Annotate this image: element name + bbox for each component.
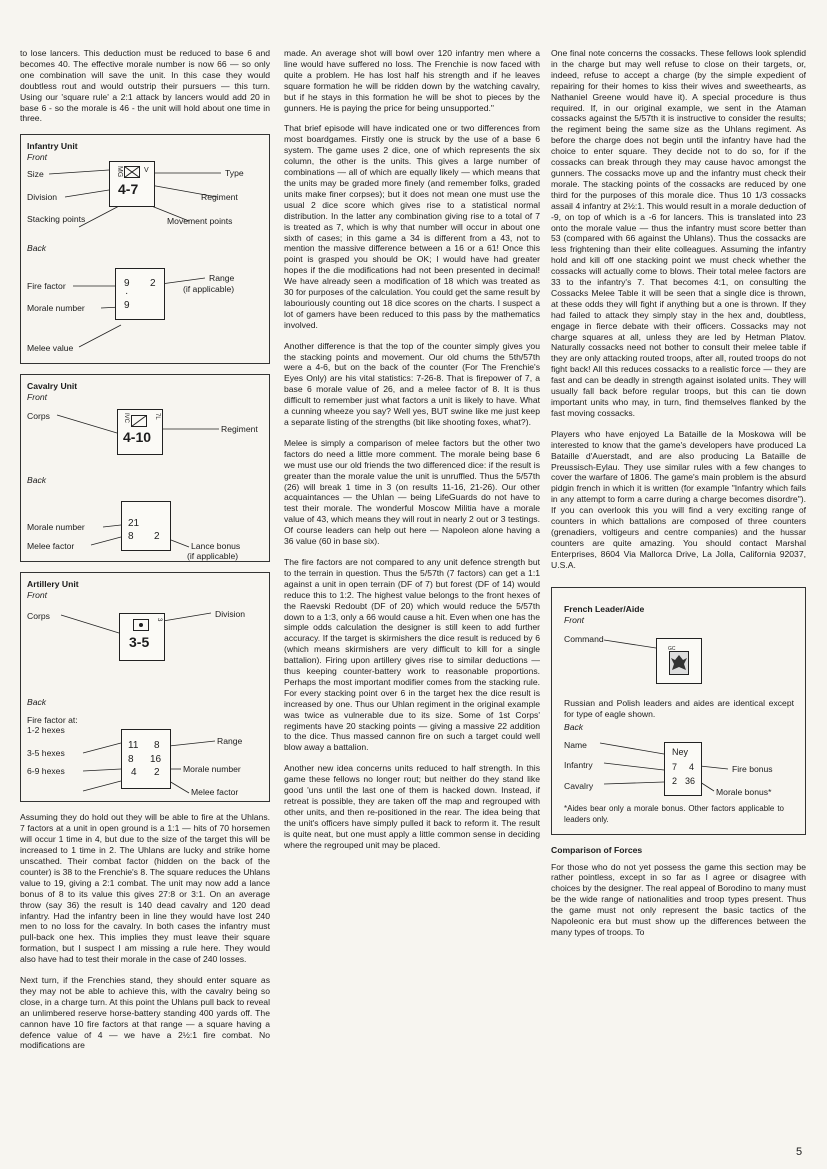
corps-label: Corps <box>27 411 50 422</box>
paragraph: Another new idea concerns units reduced to half strength. In this game these fellows no longer rout; but neither do they stand like good 'uns until the last one of them is hacked down. Instead, if retreat is possible, they are taken off the map and regrouped with other units, and then re-positioned in the rear. The idea being that the unit's officers have simply pulled it back to reform it. The result is quite neat, but one must apply a little common sense in deciding where the regrouped unit may be placed. <box>284 763 540 850</box>
regiment-label: Regiment <box>221 424 258 435</box>
column-3 <box>551 48 806 948</box>
leader-infantry-value: 7 <box>672 761 678 772</box>
leader-counter-front <box>656 638 702 684</box>
back-morale-value: 9 <box>124 300 130 312</box>
counter-regiment-code: V <box>144 167 149 175</box>
back-morale-value: 21 <box>128 518 140 530</box>
back-fire-1-2: 11 <box>128 740 139 752</box>
fig-back-label: Back <box>27 243 47 254</box>
melee-factor-label: Melee factor <box>191 787 239 798</box>
size-label: Size <box>27 169 44 180</box>
range-3-5-label: 3-5 hexes <box>27 748 65 759</box>
infantry-label: Infantry <box>564 759 593 770</box>
back-fire-6-9: 4 <box>131 767 137 779</box>
counter-command-code: GC <box>668 645 676 652</box>
command-label: Command <box>564 633 604 644</box>
back-fire-value: 9 <box>124 278 130 290</box>
leader-cavalry-value: 2 <box>672 775 678 786</box>
counter-size-code: MG <box>115 166 123 178</box>
infantry-counter-back <box>115 268 165 320</box>
fire-factor-at-label: Fire factor at: <box>27 715 78 726</box>
paragraph: Melee is simply a comparison of melee factors but the other two factors do need a little more comment. The morale being base 6 we must use our old friends the two differenced dice: if the result is greater than the morale value the unit is unruffled. Thus the 5/57th (26) will break 1 time in 3 (on results 11-16, 21-26). Our other acquaintances — the Uhlan — being LifeGuards do not have to test their morale. The wonderful Moscow Militia have a morale value of 43, which means they will rout in nearly 2 out or 3 testings. Of course leaders can help out here — Napoleon alone having a 36 value (60 in base six). <box>284 437 540 547</box>
fig-title: Artillery Unit <box>27 579 79 590</box>
cavalry-unit-figure <box>20 374 270 562</box>
paragraph: to lose lancers. This deduction must be reduced to base 6 and becomes 40. The effective morale number is now 66 — so only one combination will save the unit. In this case they would doubtless rout and would outstrip their pursuers — this turn. Using our 'square rule' a 2:1 attack by lancers would add 20 in base 6 - so the morale is 46 - the unit will hold about one time in three. <box>20 48 270 124</box>
division-label: Division <box>215 609 246 620</box>
artillery-symbol-icon <box>133 619 149 631</box>
paragraph: made. An average shot will bowl over 120 infantry men where a line would have suffered no loss. The Frenchie is now faced with quite a problem. He has lost half his strength and if he leaves square formation he will be ridden down by the watching cavalry, but if he stays in this formation he will be shot to pieces by the gunners. He is paying the price for being unsupported." <box>284 48 540 113</box>
fig-front-label: Front <box>564 614 585 625</box>
back-melee-value: 8 <box>128 531 134 543</box>
fig-front-label: Front <box>27 392 48 403</box>
range-note: (if applicable) <box>183 284 235 295</box>
back-range: 8 <box>154 740 160 752</box>
paragraph: Assuming they do hold out they will be able to fire at the Uhlans. 7 factors at a unit in open ground is a 1:1 — hits of 70 horsemen will occur 1 time in 4, but due to the size of the target this will be increased to 1 time in 2. The Uhlans are lucky and strike home unscathed. Their combat factor (hidden on the back of the counter) is 38 to the Frenchie's 8. The square reduces the Uhlans value to 19, giving a 2:1 combat. The unit may now add a lance bonus of 8 to its value this gives 27:8 or 3:1. On an average throw (say 36) the result is 140 dead cavalry and 120 dead infantry. Had the infantry been in line they would have lost 240 men to no loss for the cavalry. In both cases the infantry must pull-back one hex. This implies they must leave their square formation, but I suspect I am missing a rule here. They would also have had to test their morale in the case of 240 losses. <box>20 812 270 965</box>
section-heading: Comparison of Forces <box>551 844 643 855</box>
movement-points-label: Movement points <box>167 216 233 227</box>
corps-label: Corps <box>27 611 50 622</box>
counter-value: 4-7 <box>118 181 139 198</box>
cavalry-counter-front <box>117 409 163 455</box>
leader-counter-back <box>664 742 702 796</box>
fire-bonus-label: Fire bonus <box>732 763 773 774</box>
leader-note: Russian and Polish leaders and aides are identical except for type of eagle shown. <box>564 697 794 719</box>
leader-fire-bonus-value: 4 <box>689 761 695 772</box>
range-label: Range <box>209 273 235 284</box>
column-2 <box>284 48 540 861</box>
paragraph: One final note concerns the cossacks. These fellows look splendid in the charge but may well refuse to close on their targets, or, indeed, refuse to accept a charge (by the simple expedient of repairing for their homes to kiss their wives and sweethearts, as Nathaniel Greene would have it). A special procedure is thus required. If, in our original example, we sent in the Ataman cossacks against the 5/57th it is instructive to consider the results; the regiment being the same size as the Uhlans regiment. As before the charge does not begin until the infantry have had the choice to enter square. They decide not to do so, for if the cossacks can break through they may cause havoc amongst the gunners. The cossacks move up and the infantry must check their morale. The stacking points of the cossacks are reduced by one third for the purposes of this morale dice. Thus 10 1/3 cossacks assail 4 infantry at 2½:1. This would result in a morale deduction of -9, on top of which is a -6 for lancers. This is translated into 23 onto the morale value — thus the infantry must score better than 53 (compared with 66 against the Uhlans). Thus the cossacks are less frightening than their elite colleagues. Assuming the infantry hold and kill off one stacking point we must check whether the cossacks will actually come to blows. Their total melee factors are 33 to the infantry's 7. That becomes 4:1, on consulting the Cossacks Melee Table it will be seen that a single dice is thrown, at these odds they will fight if anything but a one is thrown. If they had failed to attack they simply stay in the hex and, doubtless, engage in fierce debate with their officers. Cossacks may not charge squares at all, unless they are led by Hetman Platov. Naturally cossacks need not bother to consult their melee table if they are only attacking routed troops, after all, routed troops do not fight back! All this reduces cossacks to a realistic force — they are fast and can be deadly in strength against isolated units. They will usually fall back before regular troops, but this can tie down important units who may, in turn, find themselves flanked by the fast moving cossacks. <box>551 48 806 418</box>
french-leader-figure <box>551 587 806 835</box>
fig-title: Infantry Unit <box>27 141 78 152</box>
artillery-counter-front <box>119 613 165 661</box>
infantry-counter-front <box>109 161 155 207</box>
fire-factor-label: Fire factor <box>27 281 66 292</box>
division-label: Division <box>27 192 58 203</box>
fig-title: French Leader/Aide <box>564 603 645 614</box>
morale-number-label: Morale number <box>183 764 241 775</box>
back-melee: 2 <box>154 767 160 779</box>
page-number: 5 <box>796 1146 803 1158</box>
artillery-unit-figure <box>20 572 270 802</box>
cavalry-label: Cavalry <box>564 780 594 791</box>
column-1 <box>20 48 270 1061</box>
name-label: Name <box>564 739 587 750</box>
leader-footnote: *Aides bear only a morale bonus. Other factors applicable to leaders only. <box>564 803 784 824</box>
type-label: Type <box>225 168 244 179</box>
regiment-label: Regiment <box>201 192 238 203</box>
paragraph: Next turn, if the Frenchies stand, they should enter square as they may not be able to achieve this, with the cavalry being so close, in a charge turn. At this point the Uhlans pull back to reveal an unlimbered reserve horse-battery standing 400 yards off. The cannon have 10 fire factors at that range — a square having a defence value of 4 — we have a 2½:1 fire combat. No modifications are <box>20 975 270 1051</box>
fig-title: Cavalry Unit <box>27 381 78 392</box>
paragraph: For those who do not yet possess the game this section may be rather pointless, except in so far as I agree or disagree with choices by the designer. The real appeal of Borodino to many must be the wide range of nationalities and troop types present. Thus the game must not only represent the basic tactics of the Napoleonic era but must show up the differences between the many types of troops. To <box>551 861 806 937</box>
paragraph: That brief episode will have indicated one or two differences from most boardgames. Firstly one is struck by the use of a base 6 system. The game uses 2 dice, one of which represents the six column, the other is the units. This gives a large number of combinations — all of which are equally likely — which means that the units may be graded more finely (and remember folks, graded units make finer corpses); but it does not mean one must use the usual 2 dice score which gives rise to a statistical normal distribution. In the latter any combination giving rise to a total of 7 is treated as 7, which is why that number will occur in about one sixth of cases; in this game a 34 is different from a 43, not to mention the massive difference between a 16 or a 61! Once this point is grasped you should be OK; I would have had greater hopes if the die modifications had not been presented in decimal! We have already seen a modification of 18 which was treated as 30 for purposes of the calculation. You could get the same result by labouriously counting out 18 dice scores on the charts. I suspect a lot of gamers have been reduced to this pass by the mathematics involved. <box>284 123 540 330</box>
leader-name-value: Ney <box>672 746 689 757</box>
lance-note: (if applicable) <box>187 551 239 562</box>
artillery-counter-back <box>121 729 171 789</box>
counter-regiment-code: 7L <box>153 413 160 421</box>
fig-back-label: Back <box>564 721 584 732</box>
counter-corps-code: IVC <box>122 413 129 424</box>
infantry-symbol-icon <box>124 166 140 178</box>
back-morale: 16 <box>150 754 162 766</box>
counter-value: 3-5 <box>129 634 150 651</box>
back-fire-3-5: 8 <box>128 754 134 766</box>
fig-front-label: Front <box>27 152 48 163</box>
stacking-points-label: Stacking points <box>27 214 86 225</box>
fig-back-label: Back <box>27 697 47 708</box>
fig-front-label: Front <box>27 590 48 601</box>
back-dot: · <box>125 288 129 300</box>
leader-morale-bonus-value: 36 <box>685 775 696 786</box>
range-1-2-label: 1-2 hexes <box>27 725 65 736</box>
morale-bonus-label: Morale bonus* <box>716 786 772 797</box>
back-lance-value: 2 <box>154 531 160 543</box>
fig-back-label: Back <box>27 475 47 486</box>
morale-number-label: Morale number <box>27 522 85 533</box>
cavalry-counter-back <box>121 501 171 551</box>
range-6-9-label: 6-9 hexes <box>27 766 65 777</box>
lance-bonus-label: Lance bonus <box>191 541 241 552</box>
morale-number-label: Morale number <box>27 303 85 314</box>
paragraph: Players who have enjoyed La Bataille de la Moskowa will be interested to know that the game's developers have produced La Bataille d'Auerstadt, and are also producing La Bataille de Preussisch-Eylau. They use similar rules with a few changes to cover the warfare of 1806. The game's main problem is the absurd pidgin french in which it is written (for example "Infantry which fails in any attempt to form a carre during a charge becomes disordre"). If you can overlook this you will find a very exciting range of counters in which battalions are composed of three counters (grenadiers, voltigeurs and centre companies) and the hussar counters are quite amazing. You should contact Marshal Enterprises, 8604 Via Mallorca Drive, La Jolla, California 92037, U.S.A. <box>551 428 806 570</box>
infantry-unit-figure <box>20 134 270 364</box>
range-label: Range <box>217 736 243 747</box>
melee-value-label: Melee value <box>27 343 74 354</box>
eagle-icon <box>669 651 689 675</box>
cavalry-symbol-icon <box>131 415 147 427</box>
melee-factor-label: Melee factor <box>27 541 75 552</box>
counter-value: 4-10 <box>123 429 152 446</box>
back-range-value: 2 <box>150 278 156 290</box>
counter-division-code: 3 <box>155 618 162 622</box>
paragraph: Another difference is that the top of the counter simply gives you the stacking points and movement. Our old chums the 5th/57th were a 4-6, but on the back of the counter (For The Frenchie's Eyes Only) are his vital statistics: 7-26-8. That is firepower of 7, a base 6 morale value of 26, and a melee factor of 8. It is thus difficult to remember just what factors a unit is likely to have. What a cunning wheeze you say? Well yes, BUT swine like me just keep a separate listing of the strengths (bit like shooting foxes, what?). <box>284 340 540 427</box>
paragraph: The fire factors are not compared to any unit defence strength but to the terrain in question. Thus the 5/57th (7 factors) can get a 1:1 against a unit in open terrain (DF of 7) but forest (DF of 14) would reduce this to 1:2. The highest value belongs to the front hexes of the Raevski Redoubt (DF of 20) which would reduce the 5/57th down to a 1:3, only a 66 would cause a hit. Even when one has the simple odds calculation the designer is still keen to add further accuracy. If the target is skirmishers the dice result is reduced by 6 (which means skirmishers are very difficult to kill for a single battalion). Firing upon artillery gives rise to similar deductions — thus keeping counter-battery work to reasonable proportions. Perhaps the most important modifier comes from the stacking rule. For every stacking point over 6 in the target hex the dice result is increased by one. Thus our Uhlan regiment in the original example was twice as vulnerable due to its size. Some of 1st Corps' regiments have 20 stacking points — giving a massive 22 addition to the dice. Thus massed cannon fire on such a target could well blow away a battalion. <box>284 556 540 753</box>
